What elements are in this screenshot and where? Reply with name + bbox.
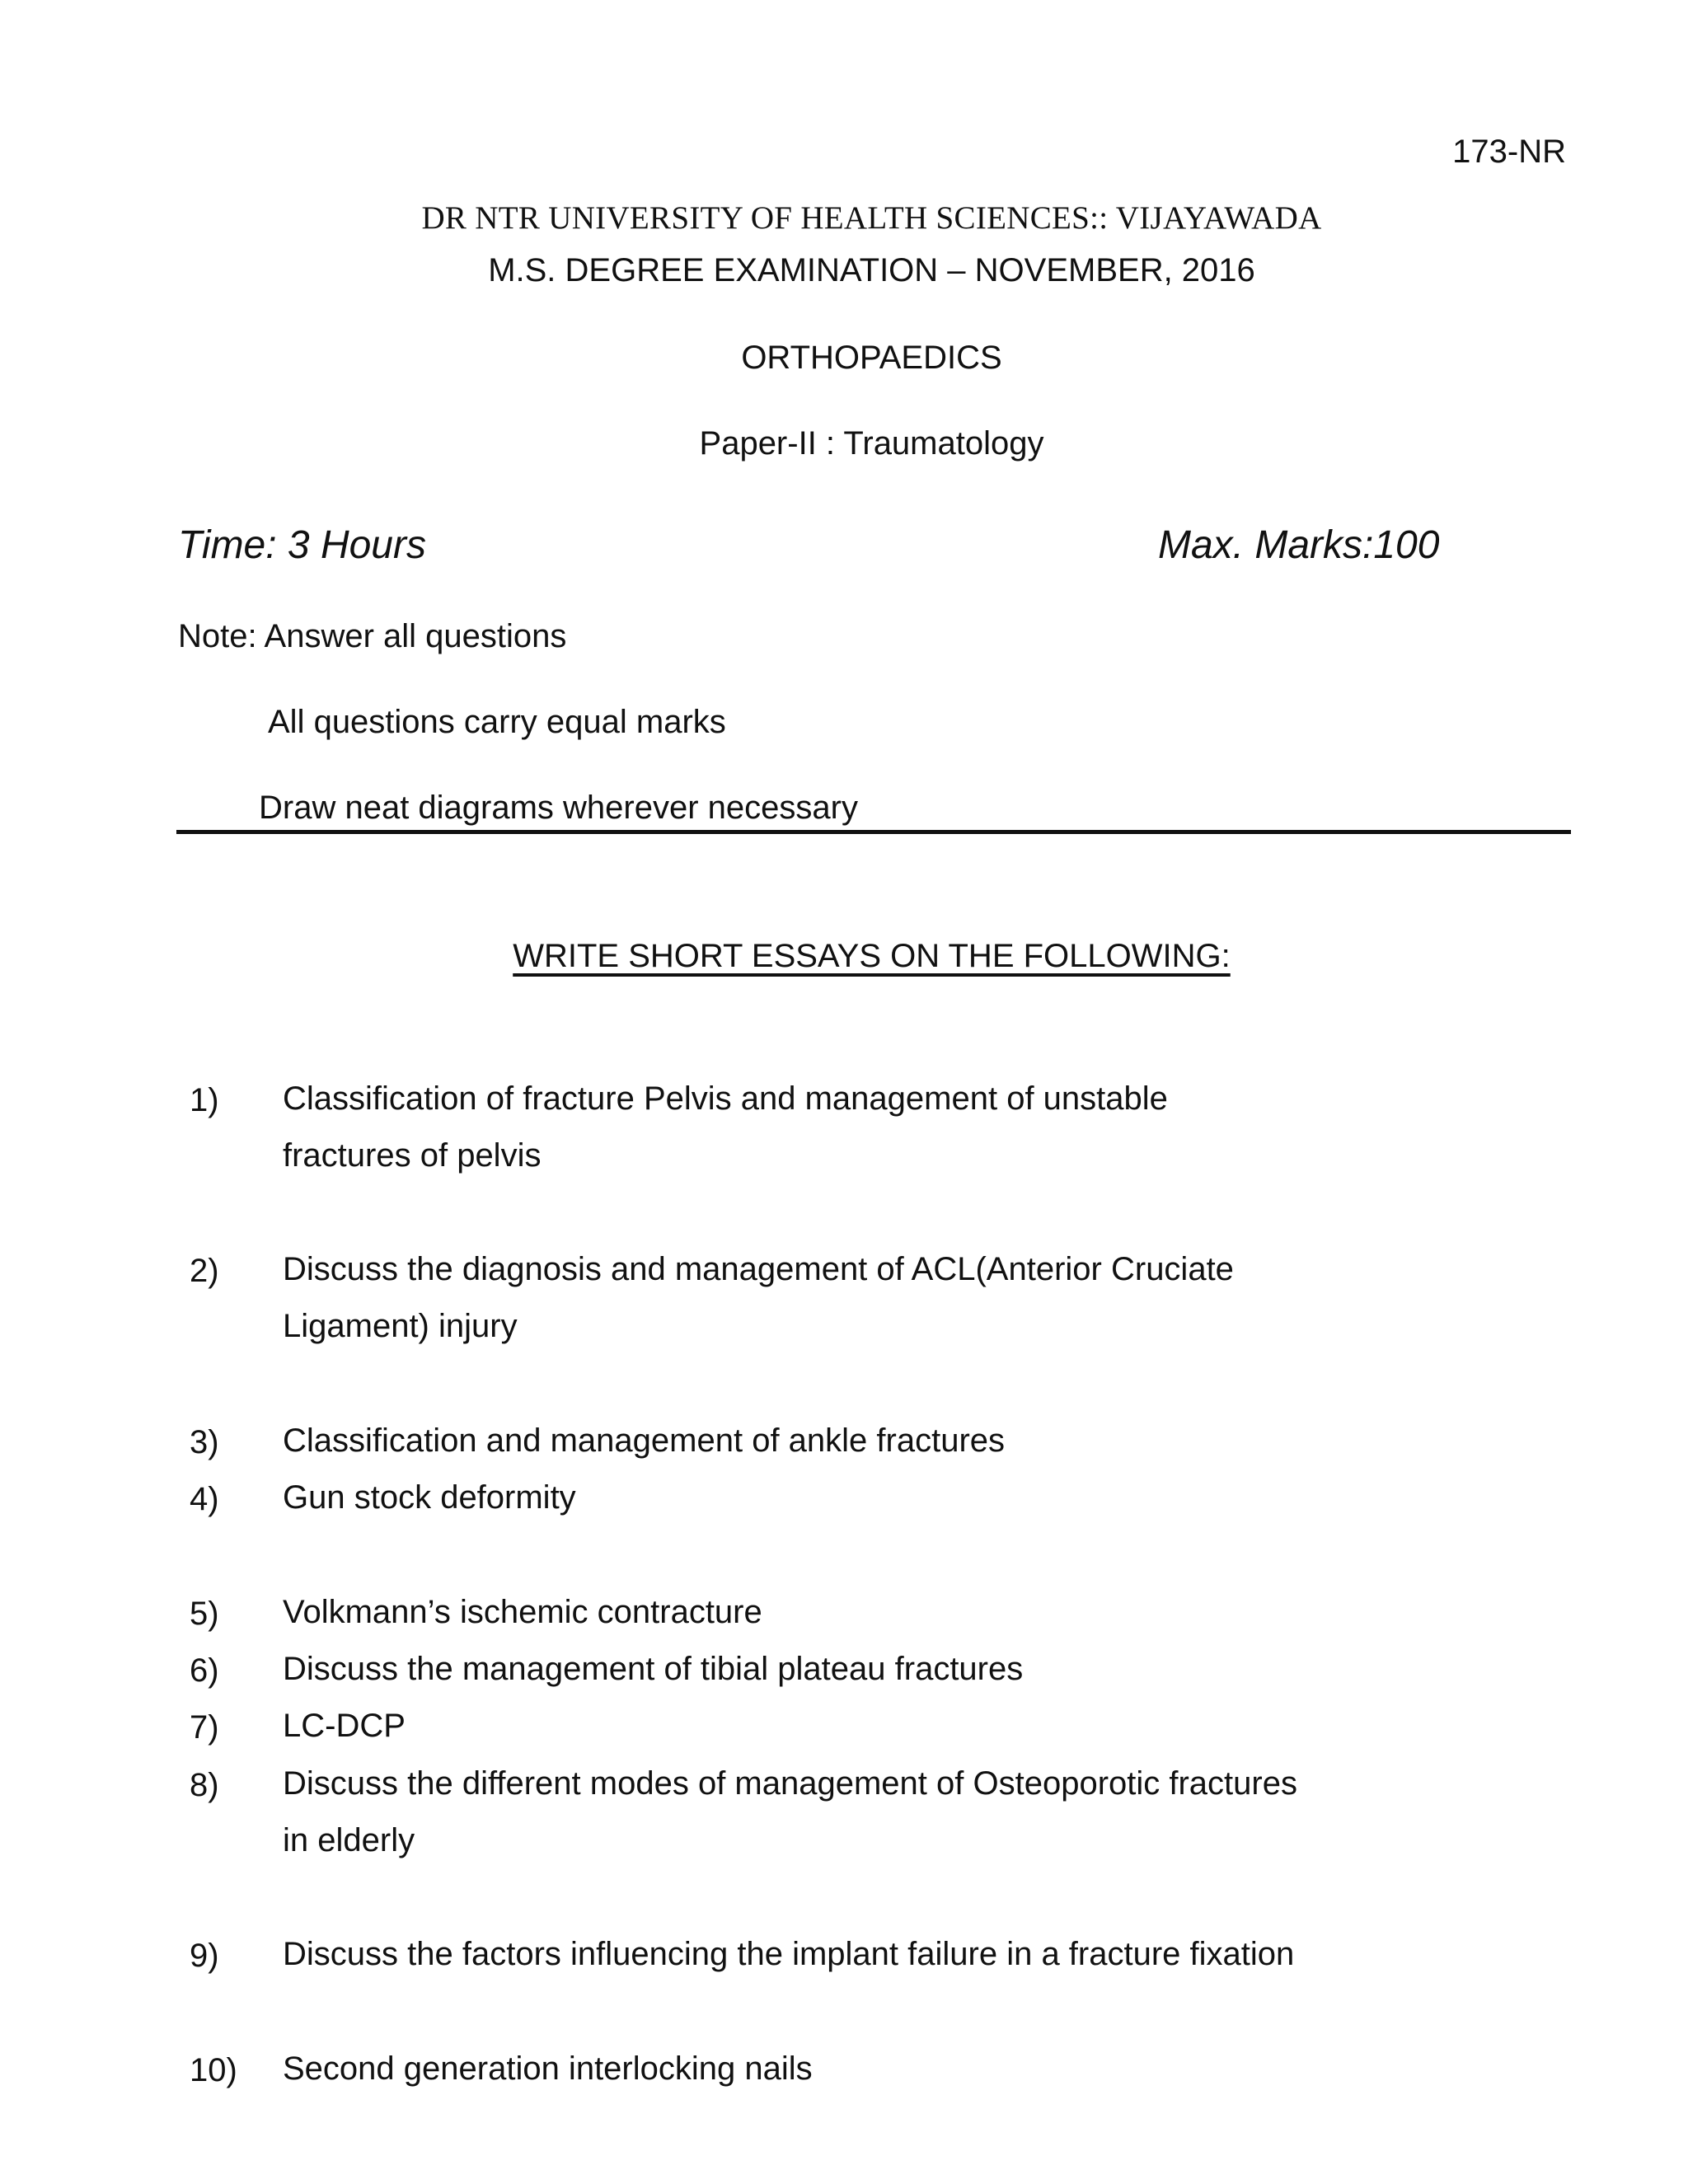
question-number: 10): [190, 2052, 237, 2088]
question-number: 7): [190, 1709, 219, 1746]
question-text: [283, 1584, 762, 1641]
question-text: [283, 1926, 1294, 1983]
question-text: [283, 1469, 576, 1526]
paper-code: 173-NR: [1452, 134, 1566, 170]
question-number: 1): [190, 1082, 219, 1118]
question-line: Classification of fracture Pelvis and management of unstable: [283, 1080, 1168, 1117]
question-text: [283, 1413, 1005, 1469]
time-allowed: Time: 3 Hours: [178, 523, 426, 567]
exam-title: M.S. DEGREE EXAMINATION – NOVEMBER, 2016: [488, 252, 1255, 288]
question-text: [283, 2041, 813, 2097]
header-divider: [176, 830, 1571, 834]
question-number: 4): [190, 1481, 219, 1517]
note-diagrams: Draw neat diagrams wherever necessary: [259, 790, 858, 826]
note-answer-all: Note: Answer all questions: [178, 618, 567, 654]
question-line: fractures of pelvis: [283, 1137, 542, 1174]
question-number: 9): [190, 1938, 219, 1974]
question-text: [283, 1241, 1234, 1355]
question-text: [283, 1698, 406, 1755]
question-number: 8): [190, 1767, 219, 1803]
university-name: DR NTR UNIVERSITY OF HEALTH SCIENCES:: VIJAYAWADA: [421, 200, 1322, 236]
question-line: Second generation interlocking nails: [283, 2050, 813, 2087]
question-number: 2): [190, 1253, 219, 1289]
question-line: in elderly: [283, 1822, 415, 1858]
question-text: [283, 1071, 1168, 1184]
question-line: Discuss the management of tibial plateau fractures: [283, 1651, 1024, 1687]
question-line: Discuss the different modes of management of Osteoporotic fractures: [283, 1765, 1297, 1802]
question-text: [283, 1755, 1297, 1869]
question-number: 3): [190, 1424, 219, 1460]
question-number: 6): [190, 1652, 219, 1689]
question-line: Ligament) injury: [283, 1308, 518, 1344]
question-line: Discuss the factors influencing the implant failure in a fracture fixation: [283, 1936, 1295, 1972]
question-line: Discuss the diagnosis and management of ACL(Anterior Cruciate: [283, 1251, 1234, 1287]
question-line: LC-DCP: [283, 1708, 406, 1744]
paper-title: Paper-II : Traumatology: [699, 425, 1044, 462]
note-equal-marks: All questions carry equal marks: [268, 704, 726, 740]
question-number: 5): [190, 1596, 219, 1632]
max-marks: Max. Marks:100: [1158, 523, 1440, 567]
question-line: Classification and management of ankle fractures: [283, 1422, 1006, 1459]
subject-title: ORTHOPAEDICS: [741, 340, 1002, 376]
section-heading: WRITE SHORT ESSAYS ON THE FOLLOWING:: [513, 938, 1231, 974]
question-line: Volkmann’s ischemic contracture: [283, 1594, 762, 1630]
question-line: Gun stock deformity: [283, 1479, 576, 1516]
question-text: [283, 1641, 1023, 1698]
